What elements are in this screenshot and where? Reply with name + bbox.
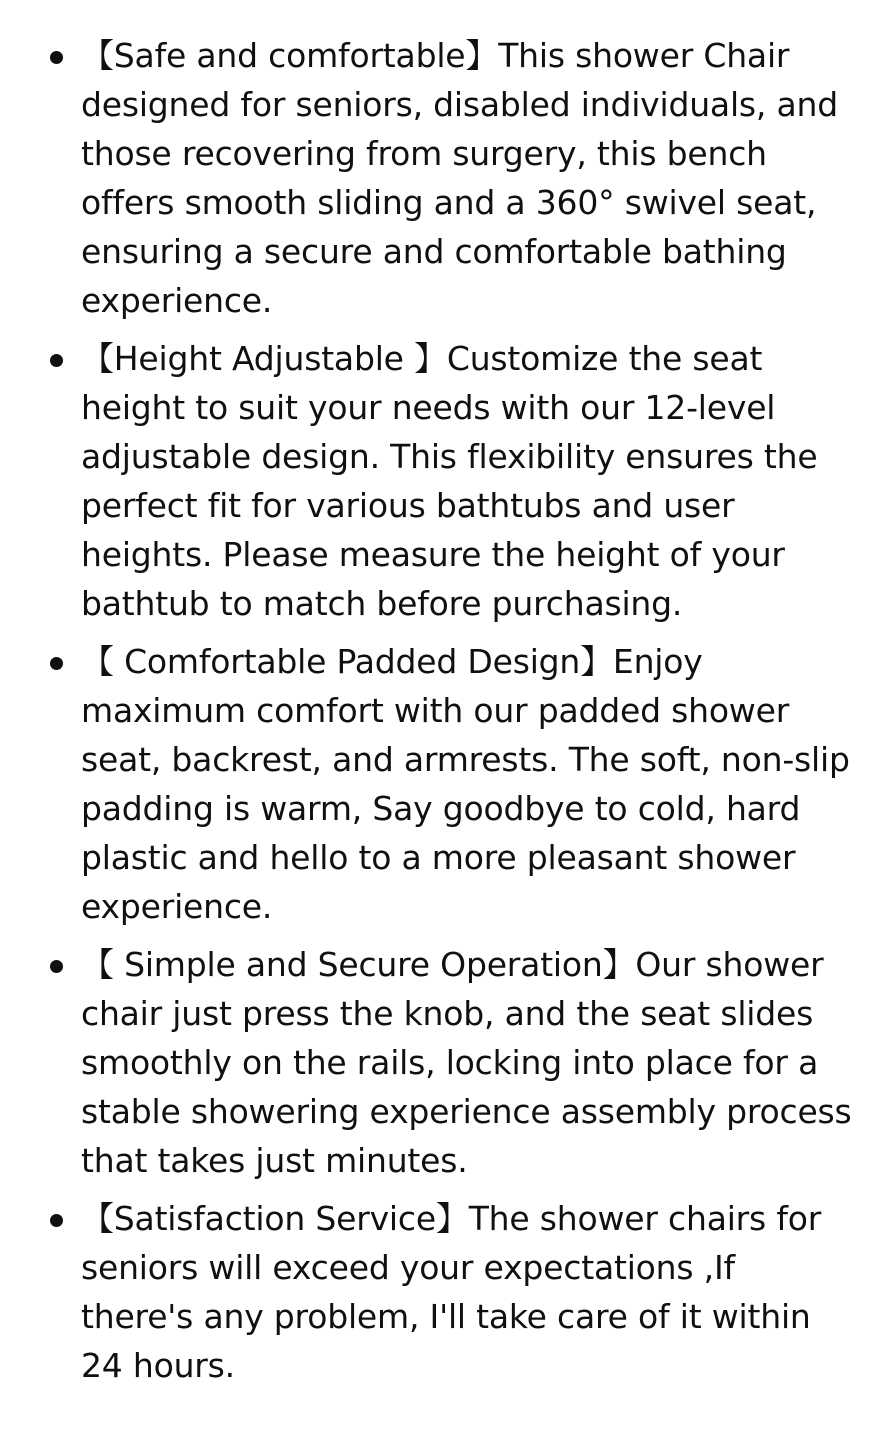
feature-item-padded-design xyxy=(0,637,876,931)
feature-text: 【 Comfortable Padded Design】Enjoy maximum comfort with our padded shower seat, backrest, and armrests. The soft, non-slip padding is warm, Say goodbye to cold, hard plastic and hello to a more pleasant shower experience. xyxy=(81,642,850,926)
feature-text: 【Safe and comfortable】This shower Chair designed for seniors, disabled individuals, and those recovering from surgery, this bench offers smooth sliding and a 360° swivel seat, ensuring a secure and comfortable bathing experience. xyxy=(81,36,838,320)
feature-text: 【 Simple and Secure Operation】Our shower chair just press the knob, and the seat slides smoothly on the rails, locking into place for a stable showering experience assembly process that takes just minutes. xyxy=(81,945,852,1180)
bullet-dot-icon xyxy=(50,51,63,64)
feature-item-secure-operation xyxy=(0,940,876,1185)
bullet-dot-icon xyxy=(50,1214,63,1227)
feature-text: 【Height Adjustable 】Customize the seat height to suit your needs with our 12-level adjustable design. This flexibility ensures the perfect fit for various bathtubs and user heights. Please measure the height of your bathtub to match before purchasing. xyxy=(81,339,818,623)
feature-item-safe-comfortable xyxy=(0,31,876,325)
feature-text: 【Satisfaction Service】The shower chairs for seniors will exceed your expectations ,If there's any problem, I'll take care of it within 24 hours. xyxy=(81,1199,822,1385)
feature-item-satisfaction-service xyxy=(0,1194,876,1390)
bullet-dot-icon xyxy=(50,657,63,670)
bullet-dot-icon xyxy=(50,960,63,973)
bullet-dot-icon xyxy=(50,354,63,367)
feature-bullet-list xyxy=(0,31,876,1399)
feature-item-height-adjustable xyxy=(0,334,876,628)
